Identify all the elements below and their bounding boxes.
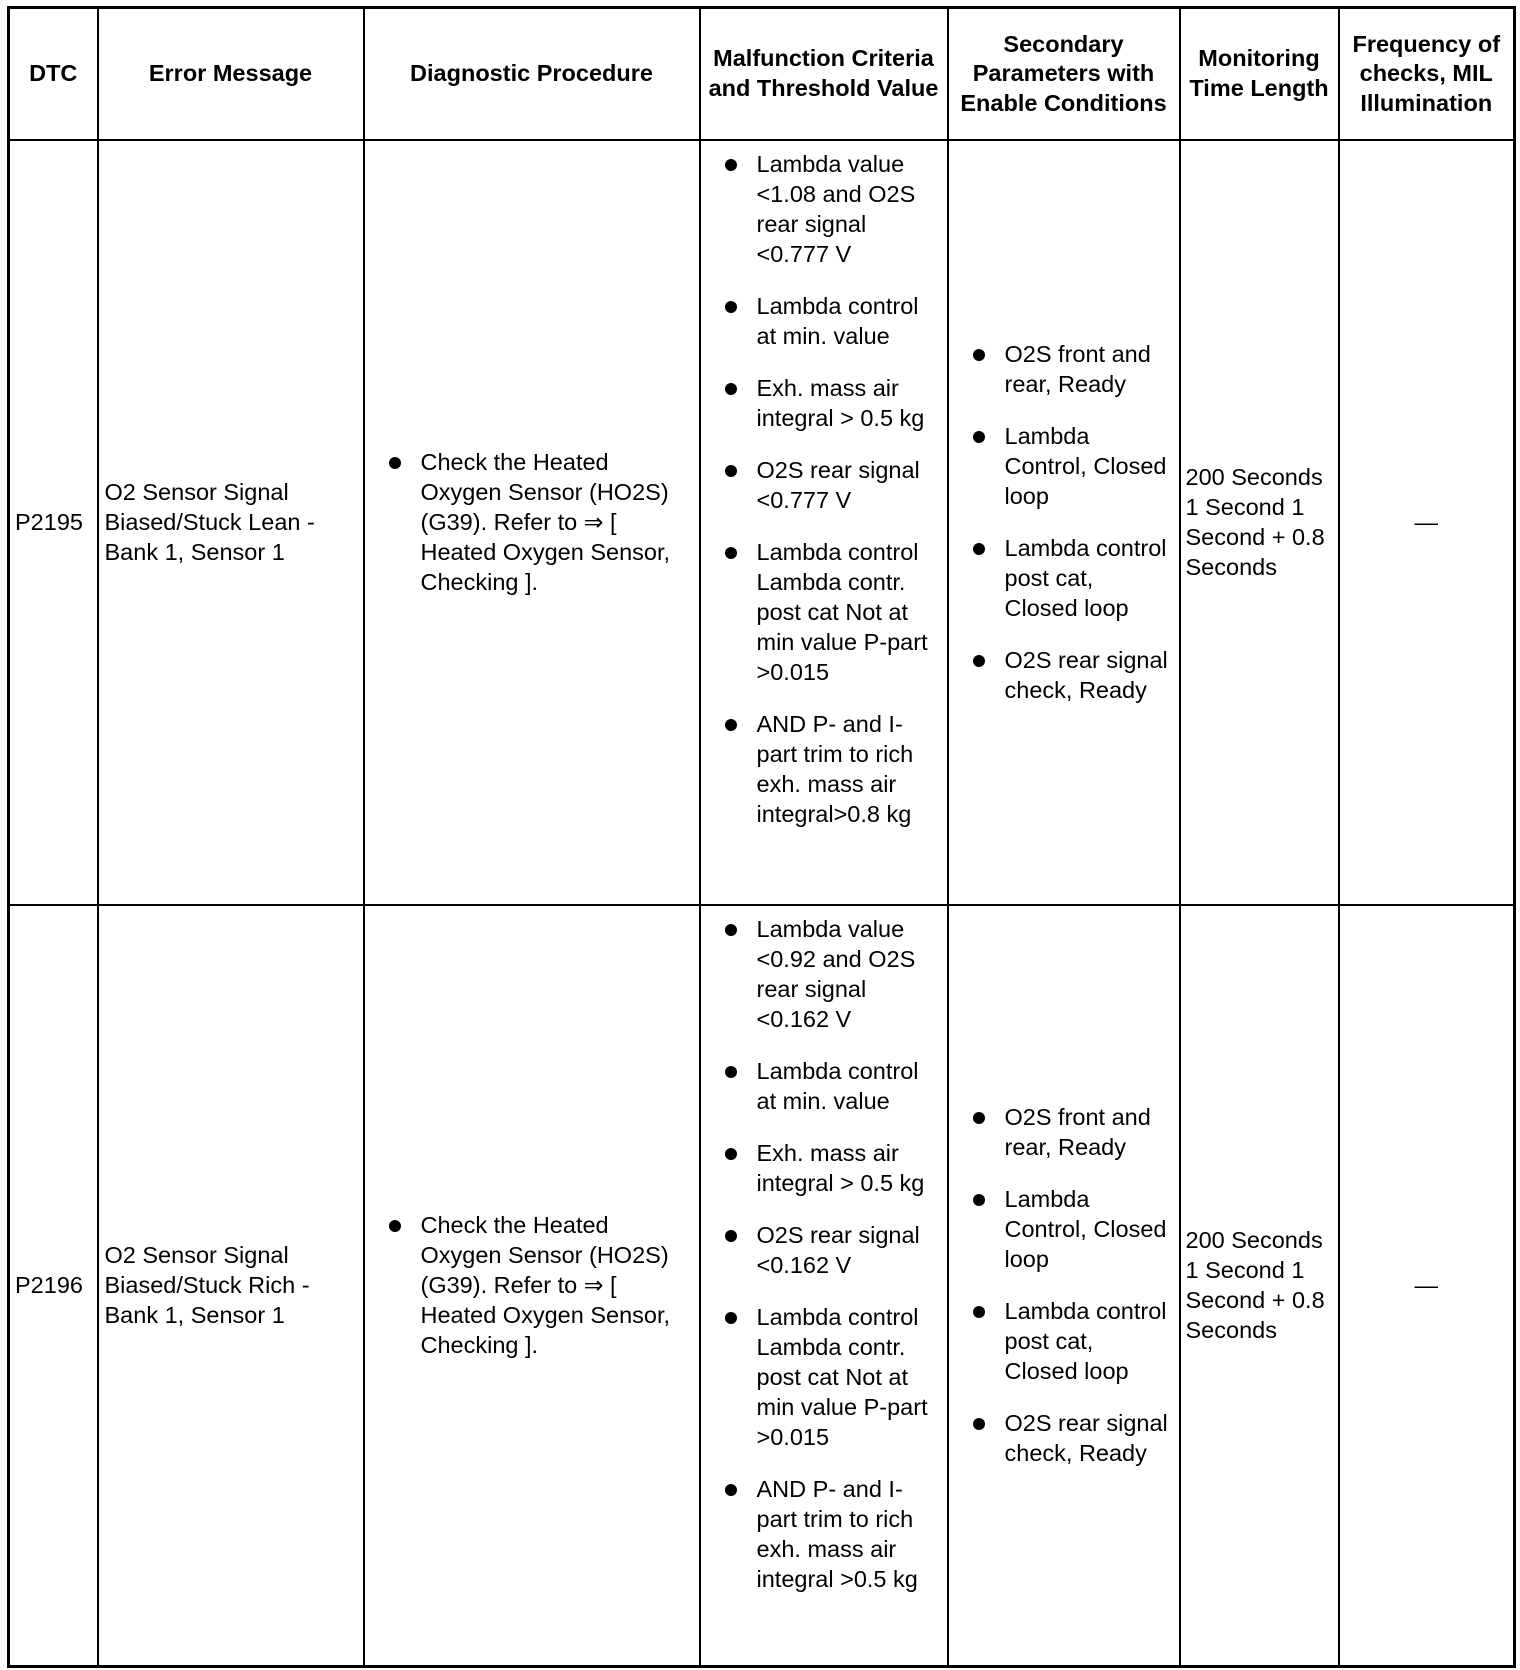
secondary-parameters — [948, 905, 1180, 1667]
malfunction-criteria — [700, 905, 948, 1667]
table-row — [9, 140, 1515, 905]
list-item: Lambda value <0.92 and O2S rear signal <0.162 V — [725, 914, 943, 1034]
bullet-icon — [725, 1230, 737, 1242]
header-monitoring-time: Monitoring Time Length — [1180, 8, 1339, 140]
header-dtc: DTC — [9, 8, 98, 140]
bullet-icon — [973, 655, 985, 667]
bullet-icon — [973, 1306, 985, 1318]
bullet-icon — [725, 159, 737, 171]
header-row — [9, 8, 1515, 140]
list-item: AND P- and I-part trim to rich exh. mass air integral>0.8 kg — [725, 709, 943, 829]
list-item: O2S front and rear, Ready — [973, 339, 1173, 399]
list-item: AND P- and I-part trim to rich exh. mass air integral >0.5 kg — [725, 1474, 943, 1594]
frequency: — — [1339, 140, 1515, 905]
list-item: Lambda Control, Closed loop — [973, 1184, 1173, 1274]
bullet-icon — [725, 465, 737, 477]
bullet-icon — [973, 1418, 985, 1430]
bullet-icon — [973, 1194, 985, 1206]
list-item: Lambda control post cat, Closed loop — [973, 1296, 1173, 1386]
bullet-icon — [725, 1312, 737, 1324]
list-item: Exh. mass air integral > 0.5 kg — [725, 1138, 943, 1198]
bullet-icon — [725, 1484, 737, 1496]
list-item: O2S front and rear, Ready — [973, 1102, 1173, 1162]
bullet-icon — [725, 383, 737, 395]
frequency: — — [1339, 905, 1515, 1667]
list-item: Exh. mass air integral > 0.5 kg — [725, 373, 943, 433]
monitoring-time: 200 Seconds 1 Second 1 Second + 0.8 Seconds — [1180, 905, 1339, 1667]
bullet-icon — [725, 547, 737, 559]
header-secondary-parameters: Secondary Parameters with Enable Conditions — [948, 8, 1180, 140]
list-item: Lambda control at min. value — [725, 1056, 943, 1116]
list-item: Lambda control at min. value — [725, 291, 943, 351]
list-item: Lambda Control, Closed loop — [973, 421, 1173, 511]
header-error-message: Error Message — [98, 8, 364, 140]
bullet-icon — [725, 301, 737, 313]
list-item: Lambda control Lambda contr. post cat Not at min value P-part >0.015 — [725, 1302, 943, 1452]
list-item: Lambda value <1.08 and O2S rear signal <0.777 V — [725, 149, 943, 269]
header-frequency: Frequency of checks, MIL Illumination — [1339, 8, 1515, 140]
error-message: O2 Sensor Signal Biased/Stuck Lean - Bank 1, Sensor 1 — [98, 140, 364, 905]
bullet-icon — [725, 1066, 737, 1078]
bullet-icon — [973, 349, 985, 361]
bullet-icon — [973, 1112, 985, 1124]
bullet-icon — [725, 924, 737, 936]
list-item: Check the Heated Oxygen Sensor (HO2S) (G39). Refer to ⇒ [ Heated Oxygen Sensor, Checking ]. — [389, 447, 693, 597]
list-item: Lambda control post cat, Closed loop — [973, 533, 1173, 623]
table-row — [9, 905, 1515, 1667]
diagnostic-procedure — [364, 140, 700, 905]
monitoring-time: 200 Seconds 1 Second 1 Second + 0.8 Seconds — [1180, 140, 1339, 905]
bullet-icon — [973, 543, 985, 555]
secondary-parameters — [948, 140, 1180, 905]
header-malfunction-criteria: Malfunction Criteria and Threshold Value — [700, 8, 948, 140]
list-item: O2S rear signal <0.162 V — [725, 1220, 943, 1280]
error-message: O2 Sensor Signal Biased/Stuck Rich - Bank 1, Sensor 1 — [98, 905, 364, 1667]
list-item: Check the Heated Oxygen Sensor (HO2S) (G39). Refer to ⇒ [ Heated Oxygen Sensor, Checking ]. — [389, 1210, 693, 1360]
list-item: O2S rear signal <0.777 V — [725, 455, 943, 515]
malfunction-criteria — [700, 140, 948, 905]
bullet-icon — [973, 431, 985, 443]
bullet-icon — [389, 1220, 401, 1232]
list-item: O2S rear signal check, Ready — [973, 1408, 1173, 1468]
bullet-icon — [389, 457, 401, 469]
diagnostic-procedure — [364, 905, 700, 1667]
dtc-code: P2195 — [9, 140, 98, 905]
header-diagnostic-procedure: Diagnostic Procedure — [364, 8, 700, 140]
dtc-code: P2196 — [9, 905, 98, 1667]
bullet-icon — [725, 1148, 737, 1160]
list-item: Lambda control Lambda contr. post cat Not at min value P-part >0.015 — [725, 537, 943, 687]
bullet-icon — [725, 719, 737, 731]
dtc-table — [7, 6, 1516, 1668]
list-item: O2S rear signal check, Ready — [973, 645, 1173, 705]
